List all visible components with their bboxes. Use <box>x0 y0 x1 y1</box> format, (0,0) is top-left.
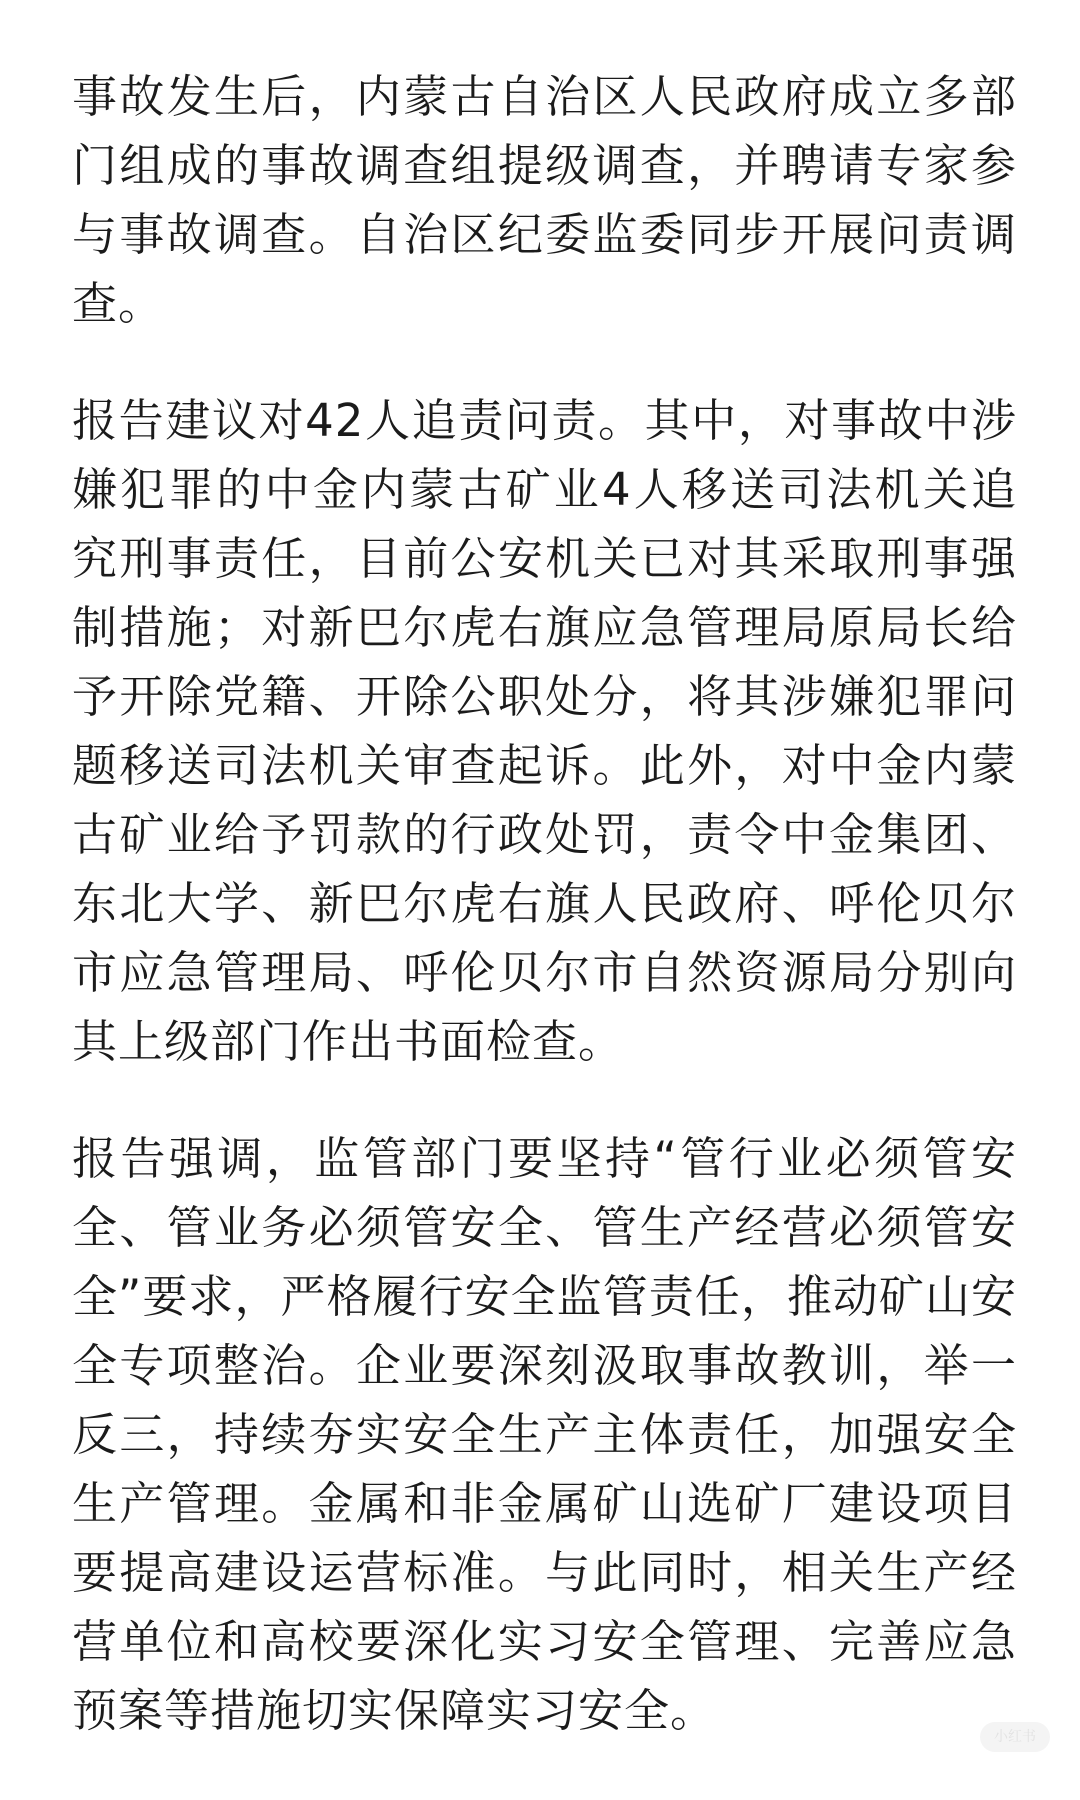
paragraph-accountability: 报告建议对42人追责问责。其中，对事故中涉嫌犯罪的中金内蒙古矿业4人移送司法机关追究刑事责任，目前公安机关已对其采取刑事强制措施；对新巴尔虎右旗应急管理局原局长给予开除党籍、开除公职处分，将其涉嫌犯罪问题移送司法机关审查起诉。此外，对中金内蒙古矿业给予罚款的行政处罚，责令中金集团、东北大学、新巴尔虎右旗人民政府、呼伦贝尔市应急管理局、呼伦贝尔市自然资源局分别向其上级部门作出书面检查。 <box>72 394 1017 1068</box>
article-body <box>72 62 1017 1793</box>
paragraph-recommendations: 报告强调，监管部门要坚持“管行业必须管安全、管业务必须管安全、管生产经营必须管安全”要求，严格履行安全监管责任，推动矿山安全专项整治。企业要深刻汲取事故教训，举一反三，持续夯实安全生产主体责任，加强安全生产管理。金属和非金属矿山选矿厂建设项目要提高建设运营标准。与此同时，相关生产经营单位和高校要深化实习安全管理、完善应急预案等措施切实保障实习安全。 <box>72 1132 1017 1737</box>
paragraph-investigation: 事故发生后，内蒙古自治区人民政府成立多部门组成的事故调查组提级调查，并聘请专家参与事故调查。自治区纪委监委同步开展问责调查。 <box>72 70 1017 330</box>
platform-watermark: 小红书 <box>980 1722 1050 1752</box>
